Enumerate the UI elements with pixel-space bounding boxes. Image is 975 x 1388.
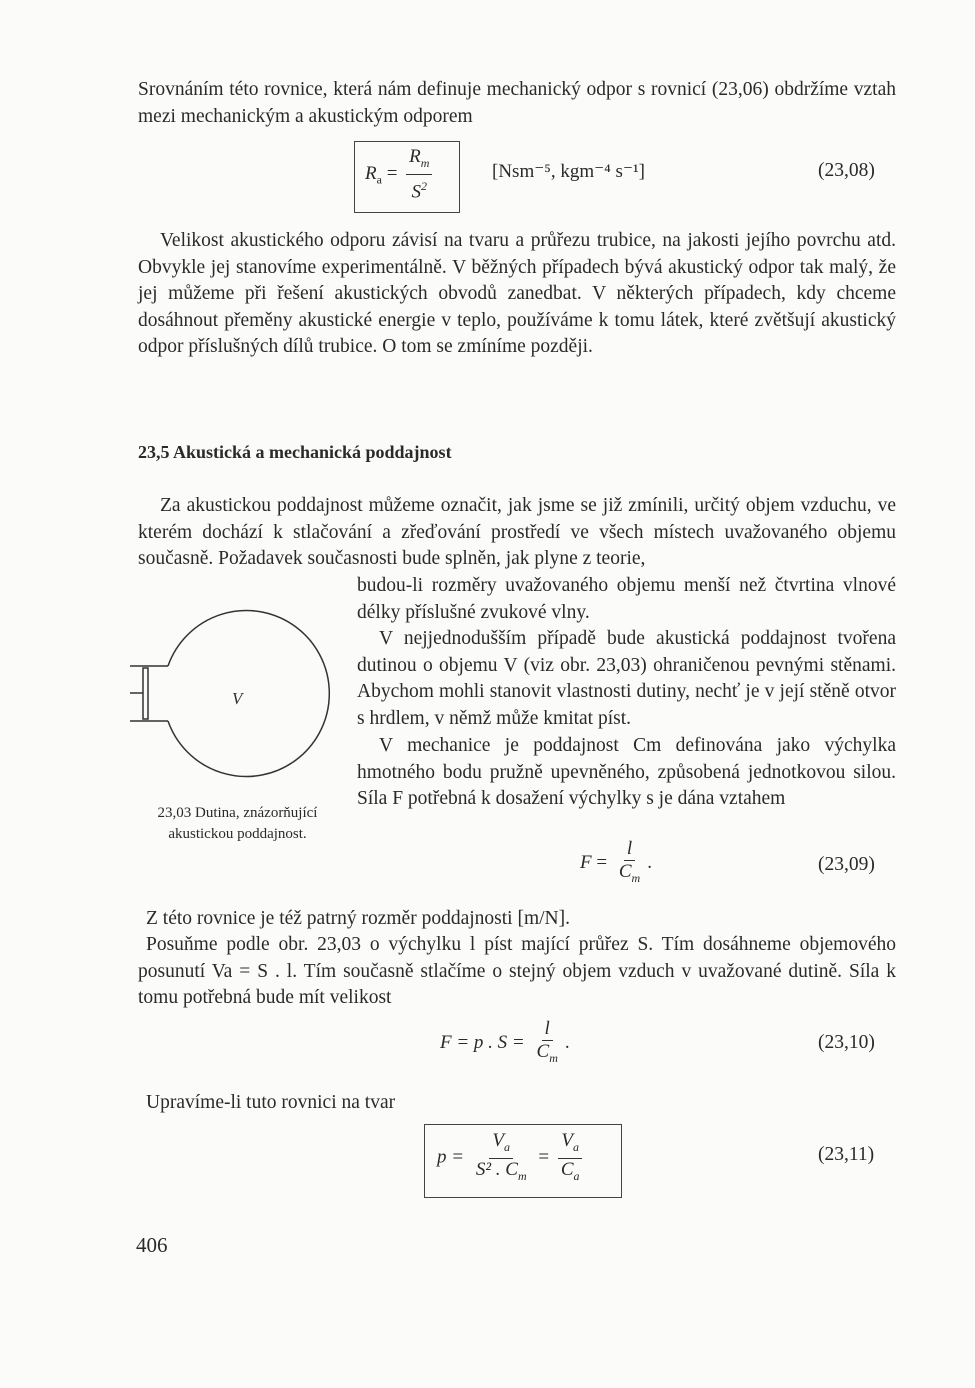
paragraph-intro: Srovnáním této rovnice, která nám definuje mechanický odpor s rovnicí (23,06) obdržíme vztah mezi mechanickým a akustickým odporem: [138, 79, 896, 127]
eq-fraction-1: [473, 1130, 530, 1187]
eq-num: l: [542, 1018, 553, 1041]
eq-fraction-2: [558, 1130, 583, 1187]
eq-expr: F = p . S =: [440, 1031, 525, 1053]
equation-number-23-09: (23,09): [818, 854, 875, 875]
cavity-figure: [120, 606, 340, 786]
eq-den2: C: [560, 1158, 574, 1180]
eq-den1: S² . C: [475, 1158, 518, 1180]
eq-den: C: [536, 1041, 550, 1062]
equation-number-23-10: (23,10): [818, 1032, 875, 1053]
paragraph-compliance-cont: budou-li rozměry uvažovaného objemu menší než čtvrtina vlnové délky příslušné zvukové vlny.: [357, 575, 896, 623]
paragraph-piston: Posuňme podle obr. 23,03 o výchylku l píst mající průřez S. Tím dosáhneme objemového posunutí Va = S . l. Tím současně stlačíme o stejný objem vzduch v uvažované dutině. Síla k tomu potřebná bude mít velikost: [138, 934, 896, 1008]
eq-fraction: [616, 838, 643, 889]
equation-23-10: F = p . S = $\frac{l}{C_m}$ .: [440, 1018, 570, 1069]
cavity-outline: [168, 611, 329, 777]
equation-number-23-11: (23,11): [818, 1144, 875, 1165]
eq-lhs: F: [580, 851, 592, 873]
eq-den-sup: 2: [421, 178, 428, 193]
paragraph-resistance: Velikost akustického odporu závisí na tvaru a průřezu trubice, na jakosti jejího povrchu atd. Obvykle jej stanovíme experimentálně. V běžných případech bývá akustický odpor tak malý, že jej můžeme při řešení akustických obvodů zanedbat. V některých případech, kdy chceme dosáhnout přeměny akustické energie v teplo, používáme k tomu látek, které zvětšují akustický odpor příslušných dílů trubice. O tom se zmíníme později.: [138, 230, 896, 357]
volume-label: V: [232, 689, 243, 708]
eq-num2: V: [561, 1130, 573, 1151]
eq-num-sub: m: [420, 155, 430, 170]
eq-num: l: [624, 838, 635, 861]
equation-number-23-08: (23,08): [818, 160, 875, 181]
eq-lhs-sub: a: [376, 172, 382, 187]
paragraph-dimension: Z této rovnice je též patrný rozměr poddajnosti [m/N].: [146, 908, 570, 929]
eq-num1-sub: a: [504, 1139, 511, 1154]
eq-den: C: [618, 861, 632, 882]
paragraph-compliance: Za akustickou poddajnost můžeme označit, jak jsme se již zmínili, určitý objem vzduchu, ve kterém dochází k stlačování a zřeďování prostředí ve všech místech uvažovaného objemu současně. Požadavek současnosti bude splněn, jak plyne z teorie,: [138, 495, 896, 569]
paragraph-cavity: V nejjednodušším případě bude akustická poddajnost tvořena dutinou o objemu V (viz obr. 23,03) ohraničenou pevnými stěnami. Abychom mohli stanovit vlastnosti dutiny, nechť je v její stěně otvor s hrdlem, v němž může kmitat píst.: [357, 628, 896, 729]
eq-num: R: [409, 146, 421, 167]
figure-caption: 23,03 Dutina, znázorňující akustickou poddajnost.: [157, 805, 318, 842]
eq-lhs: p =: [437, 1146, 465, 1168]
paragraph-mechanical: V mechanice je poddajnost Cm definována jako výchylka hmotného bodu pružně upevněného, způsobená jednotkovou silou. Síla F potřebná k dosažení výchylky s je dána vztahem: [357, 735, 896, 809]
section-heading: 23,5 Akustická a mechanická poddajnost: [138, 442, 452, 462]
eq-fraction: [406, 146, 432, 203]
equation-23-08: $R_a$ = $\frac{R_m}{S^2}$: [365, 146, 436, 203]
eq-den2-sub: a: [573, 1168, 580, 1183]
eq-fraction: [534, 1018, 561, 1069]
eq-lhs: R: [365, 162, 377, 184]
eq-num1: V: [492, 1130, 505, 1151]
paragraph-rearrange: Upravíme-li tuto rovnici na tvar: [146, 1092, 396, 1113]
eq-num2-sub: a: [572, 1139, 579, 1154]
eq-den-sub: m: [549, 1050, 558, 1065]
equation-units: [Nsm⁻⁵, kgm⁻⁴ s⁻¹]: [492, 161, 646, 182]
eq-den-sub: m: [631, 870, 641, 885]
eq-den1-sub: m: [517, 1168, 527, 1183]
page-number: 406: [136, 1233, 168, 1257]
equation-23-11: p = $\frac{V_a}{S^2 . C_m}$ = $\frac{V_a}{C_a}$: [437, 1130, 587, 1187]
piston: [143, 668, 148, 719]
equation-23-09: F = $\frac{l}{C_m}$ .: [580, 838, 652, 889]
eq-den: S: [411, 181, 422, 203]
